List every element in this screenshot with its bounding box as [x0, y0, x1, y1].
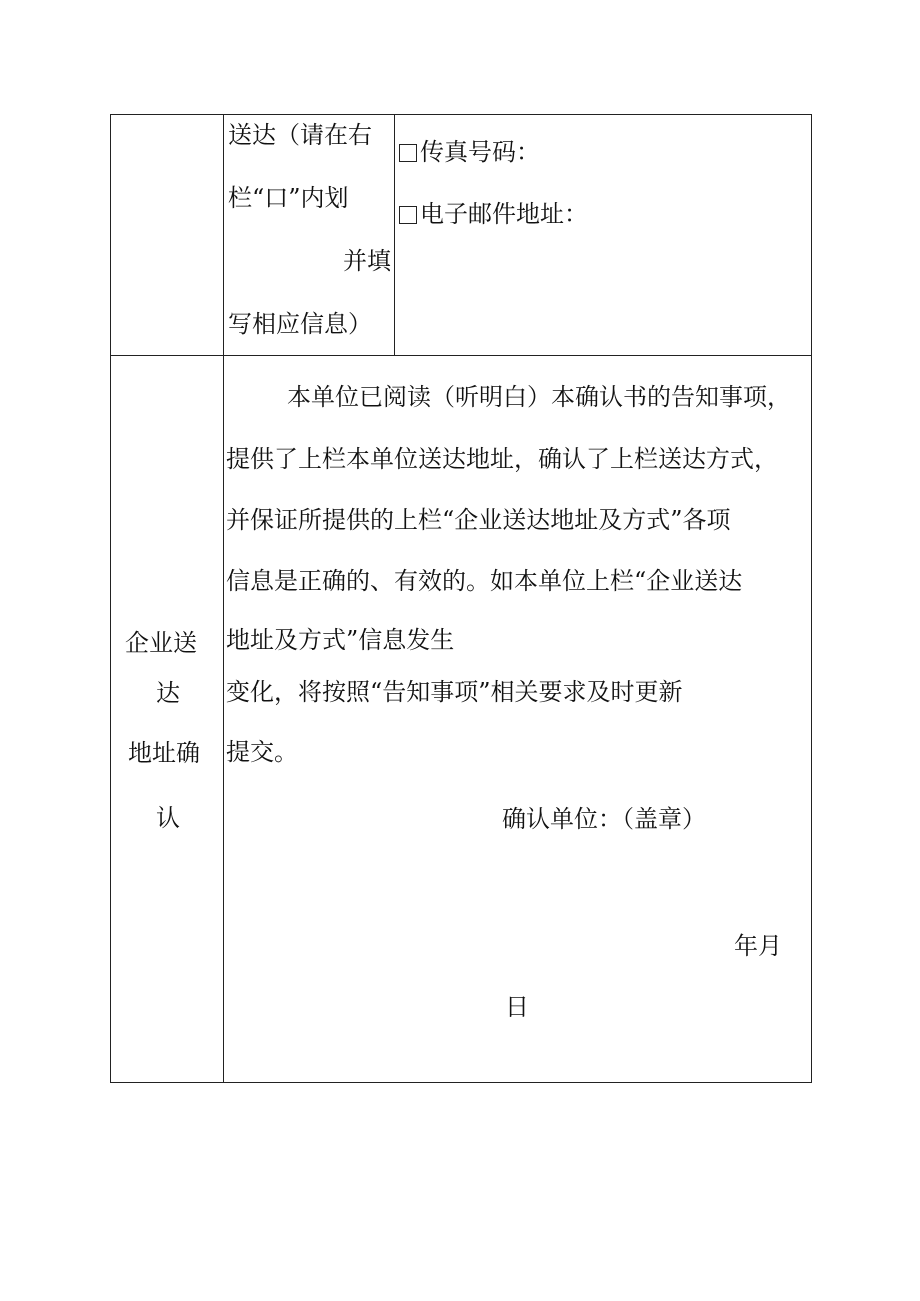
option-column-divider: [394, 114, 395, 356]
confirm-unit-seal: 确认单位：（盖章）: [502, 805, 706, 833]
email-checkbox[interactable]: [399, 206, 417, 224]
row-divider: [110, 355, 812, 356]
statement-line: 变化，将按照“告知事项”相关要求及时更新: [226, 678, 683, 706]
label-line: 栏“口”内划: [228, 184, 349, 212]
label-line: 认: [156, 804, 180, 832]
date-year-month: 年月: [734, 932, 782, 960]
fax-checkbox[interactable]: [399, 144, 417, 162]
statement-line: 信息是正确的、有效的。如本单位上栏“企业送达: [226, 567, 743, 595]
confirmation-table: [110, 114, 812, 1083]
label-line: 地址确: [128, 739, 200, 767]
label-line: 达: [156, 679, 180, 707]
table-left-border: [110, 114, 111, 1083]
label-line: 送达（请在右: [228, 121, 372, 149]
statement-line: 并保证所提供的上栏“企业送达地址及方式”各项: [226, 506, 731, 534]
statement-line: 地址及方式”信息发生: [226, 626, 455, 654]
statement-line: 提供了上栏本单位送达地址，确认了上栏送达方式，: [226, 445, 778, 473]
label-line: 企业送: [125, 629, 197, 657]
date-day: 日: [505, 993, 529, 1021]
fax-option[interactable]: [399, 137, 540, 167]
table-bottom-border: [110, 1082, 812, 1083]
fax-label: 传真号码：: [420, 138, 540, 166]
table-top-border: [110, 114, 812, 115]
label-column-divider: [223, 114, 224, 1083]
label-line: 写相应信息）: [228, 310, 372, 338]
statement-line: 提交。: [226, 738, 298, 766]
table-right-border: [811, 114, 812, 1083]
label-line: 并填: [343, 247, 391, 275]
email-label: 电子邮件地址：: [420, 200, 588, 228]
email-option[interactable]: [399, 199, 588, 229]
statement-line: 本单位已阅读（听明白）本确认书的告知事项，: [287, 383, 791, 411]
